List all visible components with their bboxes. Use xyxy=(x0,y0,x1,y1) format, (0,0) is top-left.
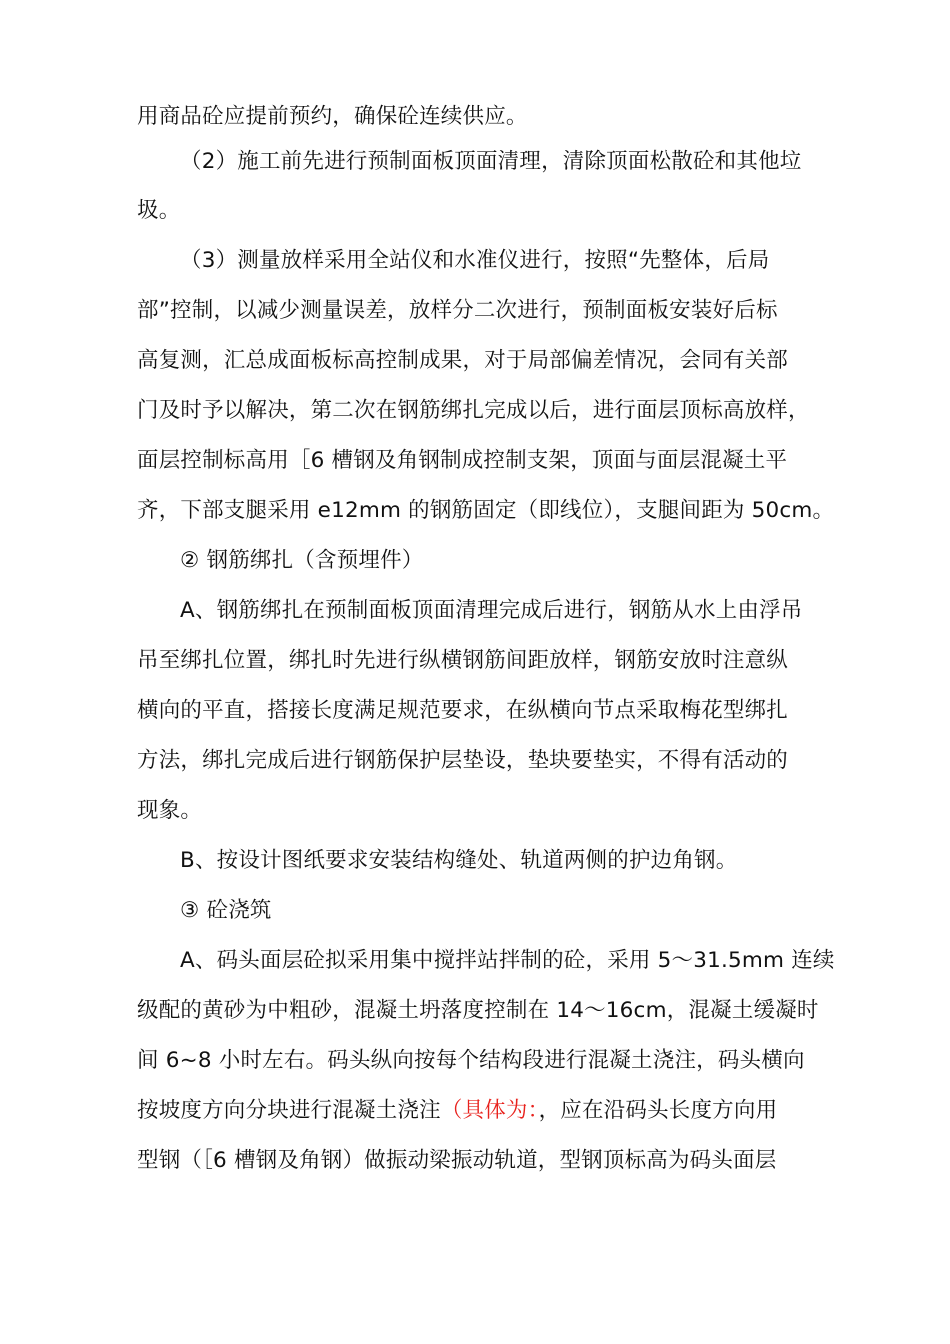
text-line-14: 方法，绑扎完成后进行钢筋保护层垫设，垫块要垫实，不得有活动的 xyxy=(137,748,789,773)
text-line-21-start: 按坡度方向分块进行混凝土浇注 xyxy=(137,1098,441,1123)
text-line-18: A、码头面层砼拟采用集中搅拌站拌制的砼，采用 5～31.5mm 连续 xyxy=(180,948,835,973)
text-line-15: 现象。 xyxy=(137,798,203,823)
text-line-21-end: ，应在沿码头长度方向用 xyxy=(538,1098,778,1123)
text-line-16: B、按设计图纸要求安装结构缝处、轨道两侧的护边角钢。 xyxy=(180,848,738,873)
text-line-2: （2）施工前先进行预制面板顶面清理，清除顶面松散砼和其他垃 xyxy=(180,149,802,174)
text-line-19: 级配的黄砂为中粗砂，混凝土坍落度控制在 14～16cm，混凝土缓凝时 xyxy=(137,998,819,1023)
highlighted-text: （具体为： xyxy=(440,1098,539,1123)
text-line-13: 横向的平直，搭接长度满足规范要求，在纵横向节点采取梅花型绑扎 xyxy=(137,698,789,723)
section-heading-concrete: ③ 砼浇筑 xyxy=(180,898,272,923)
text-line-4: （3）测量放样采用全站仪和水准仪进行，按照“先整体，后局 xyxy=(180,248,770,273)
text-line-3: 圾。 xyxy=(137,198,181,223)
text-line-20: 间 6~8 小时左右。码头纵向按每个结构段进行混凝土浇注，码头横向 xyxy=(137,1048,805,1073)
text-line-5: 部”控制，以减少测量误差，放样分二次进行，预制面板安装好后标 xyxy=(137,298,778,323)
text-line-9: 齐，下部支腿采用 e12mm 的钢筋固定（即线位），支腿间距为 50cm。 xyxy=(137,498,835,523)
text-line-21 xyxy=(137,1093,777,1129)
text-line-11: A、钢筋绑扎在预制面板顶面清理完成后进行，钢筋从水上由浮吊 xyxy=(180,598,803,623)
text-line-22: 型钢（［6 槽钢及角钢）做振动梁振动轨道，型钢顶标高为码头面层 xyxy=(137,1148,777,1173)
text-line-7: 门及时予以解决，第二次在钢筋绑扎完成以后，进行面层顶标高放样， xyxy=(137,398,810,423)
text-line-12: 吊至绑扎位置，绑扎时先进行纵横钢筋间距放样，钢筋安放时注意纵 xyxy=(137,648,789,673)
section-heading-rebar: ② 钢筋绑扎（含预埋件） xyxy=(180,548,424,573)
text-line-8: 面层控制标高用［6 槽钢及角钢制成控制支架，顶面与面层混凝土平 xyxy=(137,448,788,473)
text-line-6: 高复测，汇总成面板标高控制成果，对于局部偏差情况，会同有关部 xyxy=(137,348,789,373)
text-line-1: 用商品砼应提前预约，确保砼连续供应。 xyxy=(137,104,528,129)
